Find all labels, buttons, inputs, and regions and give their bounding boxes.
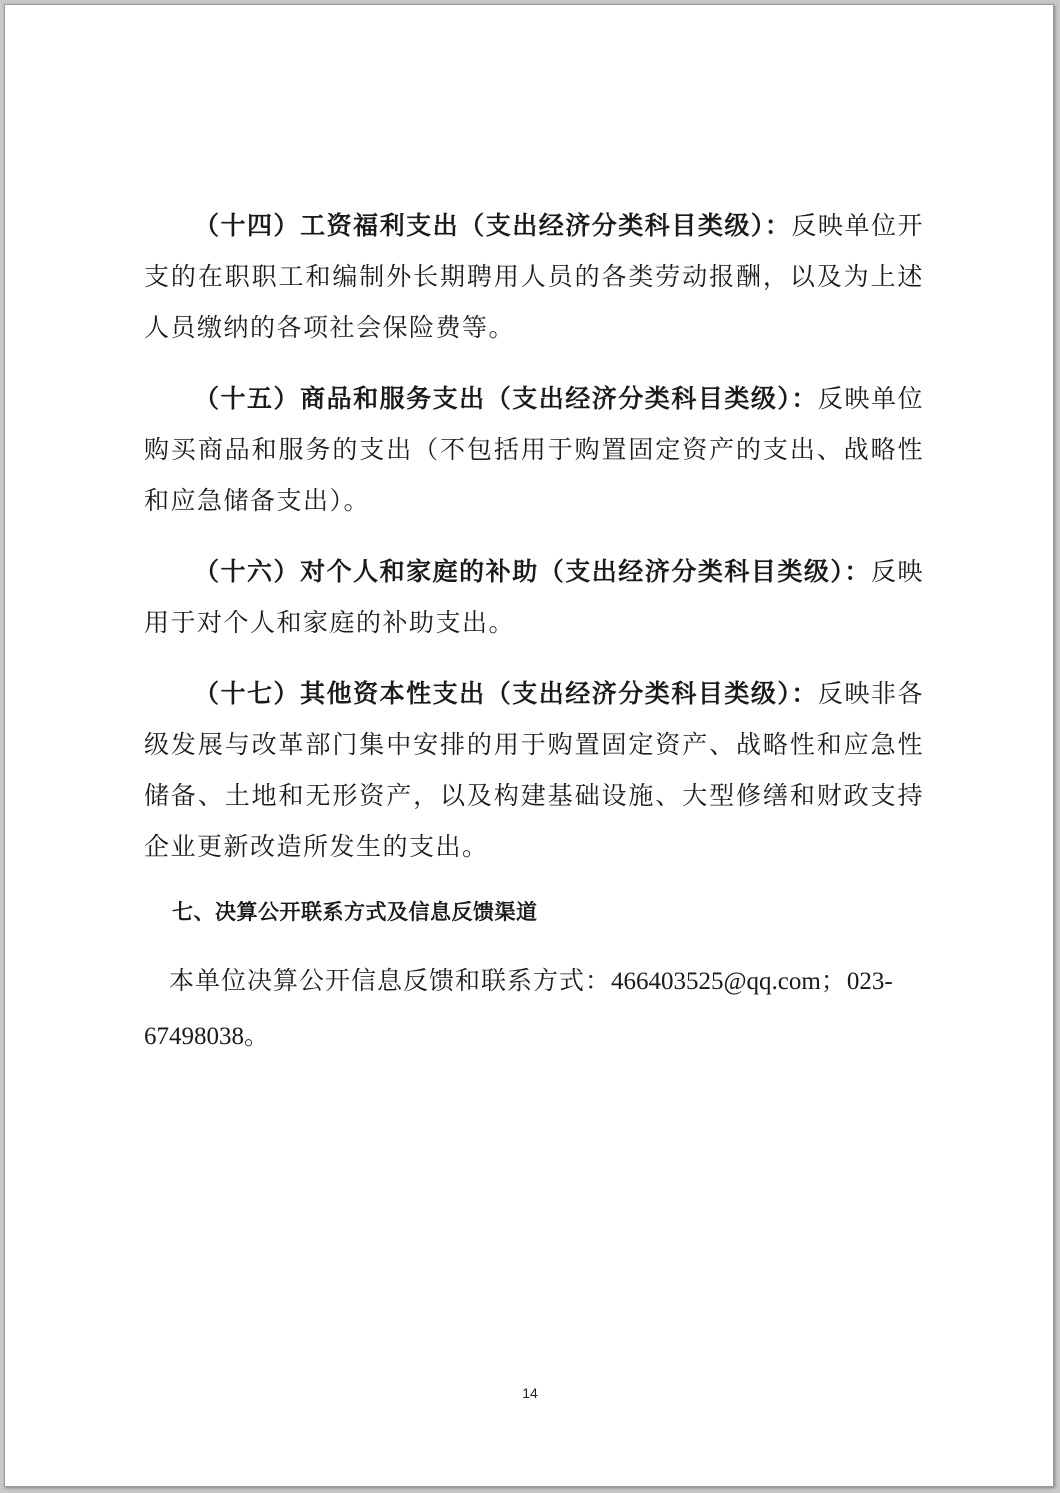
paragraph-wage-welfare xyxy=(144,200,924,353)
contact-separator: ； xyxy=(820,966,847,995)
paragraph-lead: （十六）对个人和家庭的补助（支出经济分类科目类级）： xyxy=(194,557,871,586)
paragraph-lead: （十七）其他资本性支出（支出经济分类科目类级）： xyxy=(194,679,818,708)
paragraph-body: 反映单位开支的在职职工和编制外长期聘用人员的各类劳动报酬，以及为上述人员缴纳的各项社会保险费等。 xyxy=(144,211,924,342)
contact-end: 。 xyxy=(244,1021,271,1050)
page-content xyxy=(144,200,924,1064)
paragraph-body: 反映非各级发展与改革部门集中安排的用于购置固定资产、战略性和应急性储备、土地和无形资产，以及构建基础设施、大型修缮和财政支持企业更新改造所发生的支出。 xyxy=(144,679,924,861)
paragraph-body: 反映用于对个人和家庭的补助支出。 xyxy=(144,557,924,637)
page-number: 14 xyxy=(522,1385,538,1401)
paragraph-household-subsidy xyxy=(144,546,924,648)
document-page xyxy=(4,4,1054,1487)
contact-label: 本单位决算公开信息反馈和联系方式： xyxy=(169,966,612,995)
section-heading: 七、决算公开联系方式及信息反馈渠道 xyxy=(172,900,538,924)
contact-info xyxy=(144,954,924,1064)
paragraph-body: 反映单位购买商品和服务的支出（不包括用于购置固定资产的支出、战略性和应急储备支出）。 xyxy=(144,384,924,515)
paragraph-lead: （十四）工资福利支出（支出经济分类科目类级）： xyxy=(194,211,792,240)
paragraph-other-capital xyxy=(144,668,924,872)
contact-phone: 023-67498038 xyxy=(144,968,893,1050)
paragraph-goods-services xyxy=(144,373,924,526)
paragraph-lead: （十五）商品和服务支出（支出经济分类科目类级）： xyxy=(194,384,818,413)
contact-email: 466403525@qq.com xyxy=(611,968,821,995)
